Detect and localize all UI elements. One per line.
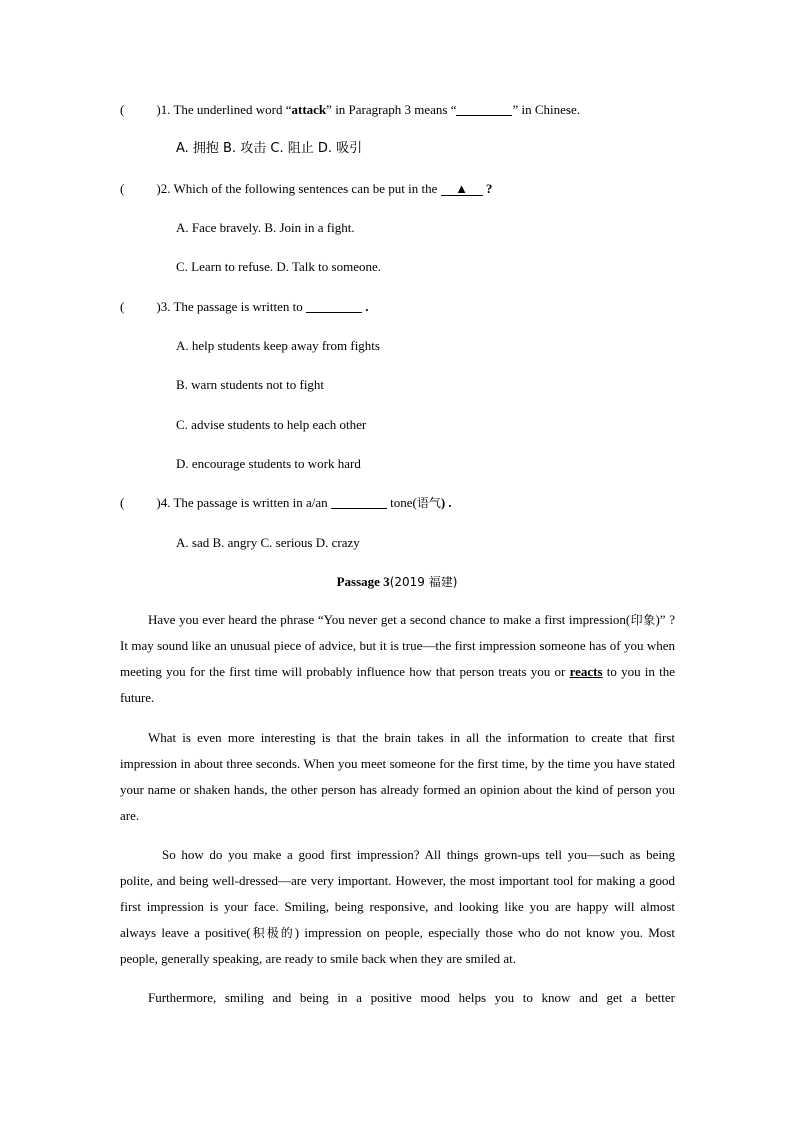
passage-paragraph-3: So how do you make a good first impression? All things grown-ups tell you—such as being polite, and being well-dressed—are very important. However, the most important tool for making a good first impression is your face. Smiling, being responsive, and looking like you are happy will almost always leave a positive(积极的) impression on people, especially those who do not know you. Most people, generally speaking, are ready to smile back when they are smiled at. [120, 847, 675, 966]
question-3-number: 3. [160, 299, 174, 314]
question-4-text-post-b: ) . [440, 495, 452, 510]
question-4-text-zh: 语气 [416, 496, 441, 510]
passage-title [0, 574, 794, 590]
question-4-text-pre: The passage is written in a/an [173, 495, 331, 510]
question-3-text-pre: The passage is written to [173, 299, 306, 314]
question-3-option-c: C. advise students to help each other [176, 417, 367, 432]
question-2-paren: ( ) [120, 181, 161, 196]
question-1-paren: ( ) [120, 102, 161, 117]
question-1 [120, 102, 580, 118]
question-4-blank [331, 496, 387, 509]
question-1-keyword: attack [291, 102, 327, 117]
question-4-number: 4. [160, 495, 174, 510]
question-1-options: A. 拥抱 B. 攻击 C. 阻止 D. 吸引 [176, 141, 363, 156]
question-2-text-pre: Which of the following sentences can be put in the [173, 181, 441, 196]
question-3 [120, 299, 368, 315]
question-1-text-pre: The underlined word “ [173, 102, 292, 117]
question-4-text-post-a: tone( [386, 495, 417, 510]
question-2-text-post: ? [482, 181, 493, 196]
passage-paragraph-2: What is even more interesting is that the brain takes in all the information to create that first impression in about three seconds. When you meet someone for the first time, by the time you have stated your name or shaken hands, the other person has already formed an opinion about the kind of person you are. [120, 730, 675, 823]
question-2 [120, 181, 492, 197]
question-3-paren: ( ) [120, 299, 161, 314]
question-3-blank [306, 300, 362, 313]
question-3-option-b: B. warn students not to fight [176, 377, 325, 392]
passage-title-text: Passage 3 [336, 574, 390, 589]
question-1-text-mid: ” in Paragraph 3 means “ [326, 102, 457, 117]
question-1-text-post: ” in Chinese. [512, 102, 580, 117]
passage-title-note: (2019 福建) [389, 575, 458, 589]
question-4-options: A. sad B. angry C. serious D. crazy [176, 535, 360, 550]
question-2-triangle-blank [441, 181, 483, 196]
question-4-paren: ( ) [120, 495, 161, 510]
question-2-options-row-2: C. Learn to refuse. D. Talk to someone. [176, 259, 381, 274]
triangle-icon: ▲ [455, 181, 469, 196]
question-1-blank [456, 103, 512, 116]
question-2-options-row-1: A. Face bravely. B. Join in a fight. [176, 220, 355, 235]
question-3-option-d: D. encourage students to work hard [176, 456, 361, 471]
passage-paragraph-4: Furthermore, smiling and being in a positive mood helps you to know and get a better [148, 990, 675, 1005]
question-4 [120, 495, 452, 511]
question-3-text-post: . [361, 299, 369, 314]
passage-keyword-reacts: reacts [569, 664, 603, 679]
question-3-option-a: A. help students keep away from fights [176, 338, 380, 353]
question-1-number: 1. [160, 102, 174, 117]
question-2-number: 2. [160, 181, 174, 196]
passage-paragraph-1: Have you ever heard the phrase “You never get a second chance to make a first impression(印象)” ? It may sound like an unusual piece of advice, but it is true—the first impression someone has of you when meeting you for the first time will probably influence how that person treats you or reacts to you in the future. [120, 612, 676, 705]
